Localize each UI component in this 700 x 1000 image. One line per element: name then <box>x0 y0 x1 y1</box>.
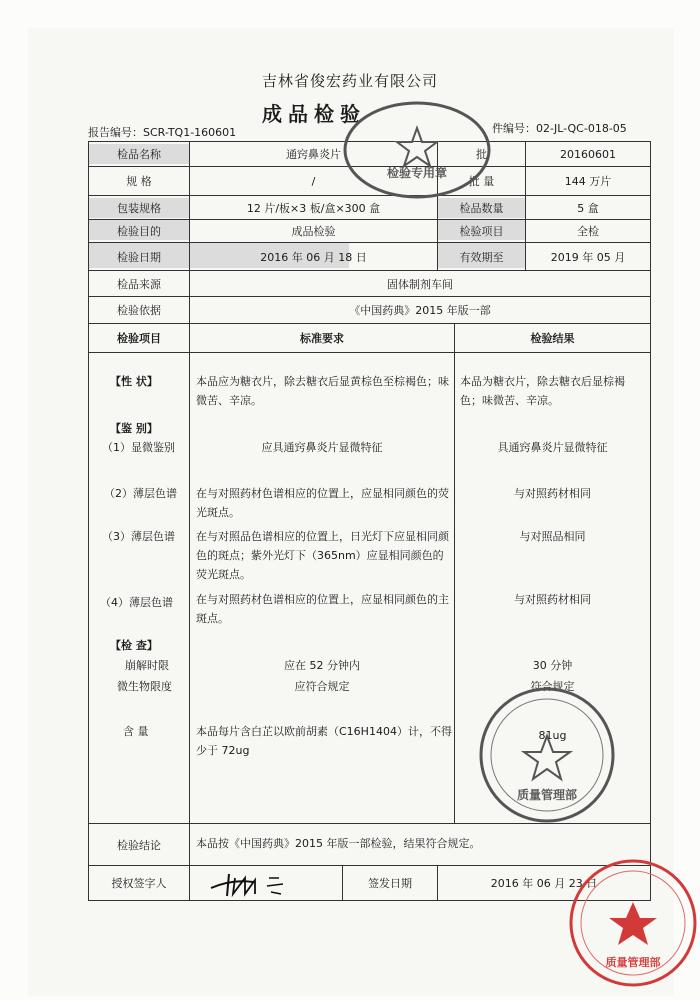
qa-stamp-text: 质量管理部 <box>516 788 577 802</box>
row-result: 与对照品相同 <box>519 530 586 543</box>
source-label: 检品来源 <box>117 277 161 291</box>
row-result: 与对照药材相同 <box>514 593 591 606</box>
pack-label: 包装规格 <box>117 201 161 215</box>
row-result: 30 分钟 <box>532 659 573 672</box>
name-value: 通窍鼻炎片 <box>286 148 341 161</box>
row-result: 本品为糖衣片，除去糖衣后显棕褐色；味微苦、辛凉。 <box>460 375 625 407</box>
row-standard: 在与对照药材色谱相应的位置上，应显相同颜色的荧光斑点。 <box>196 487 449 519</box>
date-value: 2016 年 06 月 18 日 <box>260 250 367 264</box>
signature-mark <box>205 868 295 900</box>
row-item: （2）薄层色谱 <box>104 487 177 500</box>
table-border <box>650 141 651 901</box>
purpose-value: 成品检验 <box>291 225 336 238</box>
spec-label: 规 格 <box>126 175 152 188</box>
report-number: 报告编号：SCR-TQ1-160601 <box>88 126 237 139</box>
col-standard-header: 标准要求 <box>300 332 344 345</box>
row-standard: 应具通窍鼻炎片显微特征 <box>261 441 383 454</box>
row-item: 【鉴 别】 <box>110 422 158 435</box>
table-border <box>88 900 650 901</box>
signer-label: 授权签字人 <box>111 877 167 890</box>
document-title: 成品检验 <box>262 102 366 126</box>
table-border <box>88 352 650 353</box>
basis-label: 检验依据 <box>117 304 161 317</box>
item-label: 检验项目 <box>459 225 504 238</box>
name-label: 检品名称 <box>117 148 161 161</box>
count-label: 检品数量 <box>459 201 504 215</box>
spec-value: / <box>311 174 316 188</box>
qty-value: 144 万片 <box>564 175 612 188</box>
expiry-label: 有效期至 <box>459 250 504 264</box>
col-result-header: 检验结果 <box>530 332 575 345</box>
row-item: （1）显微鉴别 <box>102 441 175 454</box>
source-value: 固体制剂车间 <box>387 277 453 291</box>
qty-label: 批 量 <box>468 175 495 188</box>
conclusion-label: 检验结论 <box>117 838 161 852</box>
qa-stamp <box>478 686 616 824</box>
row-item: 微生物限度 <box>117 680 172 693</box>
table-border <box>454 323 455 823</box>
qc-stamp-text: 检验专用章 <box>386 166 447 180</box>
row-standard: 本品每片含白芷以欧前胡素（C16H1404）计，不得少于 72ug <box>196 725 452 757</box>
red-stamp-text: 质量管理部 <box>605 956 661 969</box>
row-standard: 应符合规定 <box>294 680 350 693</box>
basis-value: 《中国药典》2015 年版一部 <box>349 304 491 317</box>
company-name: 吉林省俊宏药业有限公司 <box>261 72 438 90</box>
date-label: 检验日期 <box>117 250 161 264</box>
qc-stamp <box>342 100 492 200</box>
batch-label: 批 <box>476 148 487 161</box>
row-item: 【性 状】 <box>110 375 158 388</box>
row-item: 含 量 <box>123 725 149 738</box>
batch-value: 20160601 <box>560 147 616 161</box>
row-item: 崩解时限 <box>125 659 169 672</box>
row-result: 与对照药材相同 <box>514 487 591 500</box>
row-standard: 在与对照品色谱相应的位置上，日光灯下应显相同颜色的斑点；紫外光灯下（365nm）应显相同颜色的荧光斑点。 <box>196 530 449 581</box>
row-result: 符合规定 <box>530 680 575 693</box>
pack-value: 12 片/板×3 板/盒×300 盒 <box>246 201 381 215</box>
conclusion-value: 本品按《中国药典》2015 年版一部检验，结果符合规定。 <box>196 837 481 850</box>
row-result: 81ug <box>538 729 567 742</box>
row-result: 具通窍鼻炎片显微特征 <box>497 441 608 454</box>
red-stamp <box>568 858 698 988</box>
row-standard: 在与对照药材色谱相应的位置上，应显相同颜色的主斑点。 <box>196 593 449 625</box>
purpose-label: 检验目的 <box>117 225 161 238</box>
row-item: 【检 查】 <box>110 639 158 652</box>
file-number: 件编号：02-JL-QC-018-05 <box>492 122 627 135</box>
item-value: 全检 <box>577 225 599 238</box>
row-item: （3）薄层色谱 <box>102 530 175 543</box>
expiry-value: 2019 年 05 月 <box>550 250 626 264</box>
issue-date-label: 签发日期 <box>368 877 412 890</box>
issue-date-value: 2016 年 06 月 23 日 <box>490 877 598 890</box>
row-item: （4）薄层色谱 <box>100 596 173 609</box>
col-item-header: 检验项目 <box>117 332 161 345</box>
row-standard: 本品应为糖衣片，除去糖衣后显黄棕色至棕褐色；味微苦、辛凉。 <box>196 375 449 407</box>
count-value: 5 盒 <box>577 201 599 215</box>
row-standard: 应在 52 分钟内 <box>284 659 360 672</box>
